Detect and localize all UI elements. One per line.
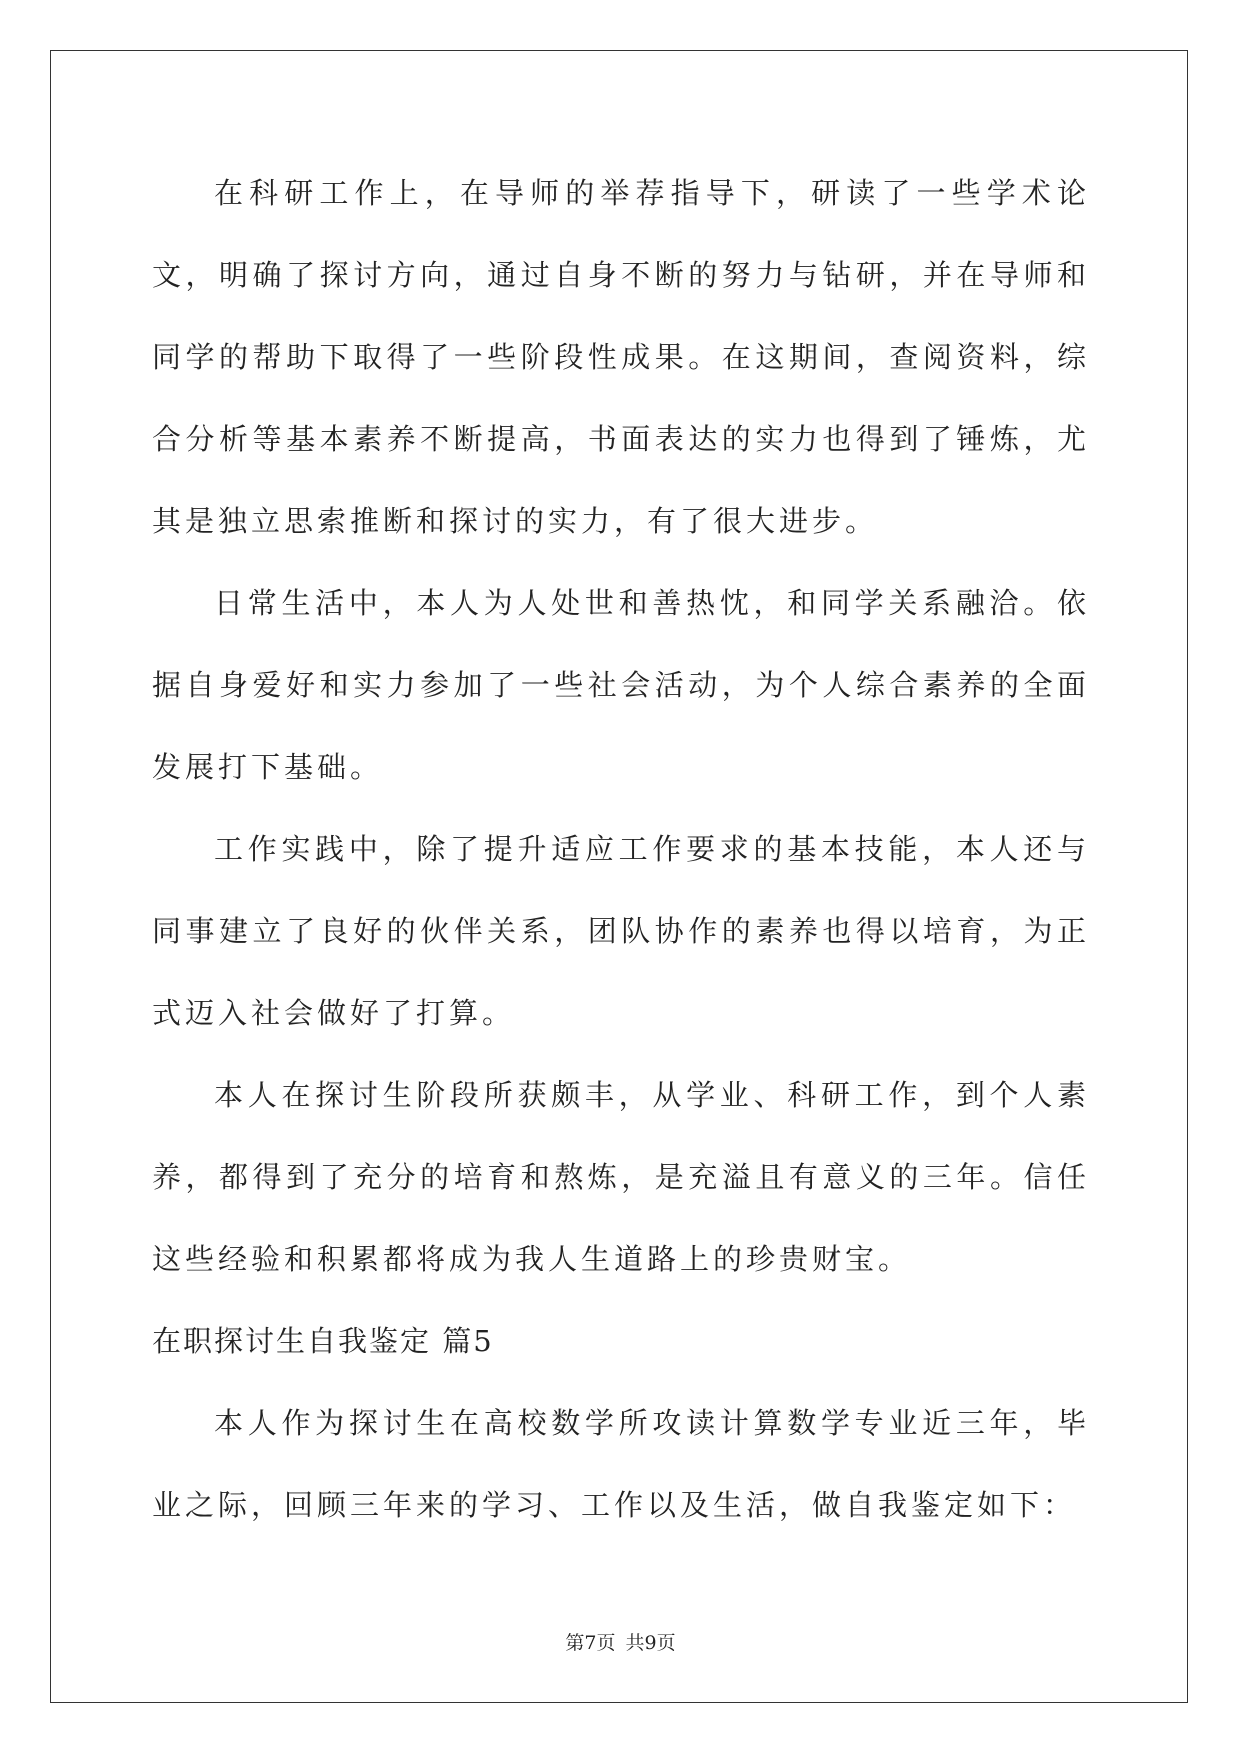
page-total: 共9页 xyxy=(625,1632,676,1654)
paragraph-summary: 本人在探讨生阶段所获颇丰，从学业、科研工作，到个人素养，都得到了充分的培育和熬炼，是充溢且有意义的三年。信任这些经验和积累都将成为我人生道路上的珍贵财宝。 xyxy=(152,1078,1090,1276)
paragraph-research: 在科研工作上，在导师的举荐指导下，研读了一些学术论文，明确了探讨方向，通过自身不断的努力与钻研，并在导师和同学的帮助下取得了一些阶段性成果。在这期间，查阅资料，综合分析等基本素养不断提高，书面表达的实力也得到了锤炼，尤其是独立思索推断和探讨的实力，有了很大进步。 xyxy=(152,176,1090,538)
page-footer xyxy=(0,1628,1241,1655)
paragraph-daily-life: 日常生活中，本人为人处世和善热忱，和同学关系融洽。依据自身爱好和实力参加了一些社会活动，为个人综合素养的全面发展打下基础。 xyxy=(152,586,1090,784)
section-heading: 在职探讨生自我鉴定 篇5 xyxy=(152,1324,494,1358)
paragraph-intro: 本人作为探讨生在高校数学所攻读计算数学专业近三年，毕业之际，回顾三年来的学习、工作以及生活，做自我鉴定如下： xyxy=(152,1406,1090,1522)
document-body xyxy=(152,152,1090,1546)
page-number: 第7页 xyxy=(565,1632,616,1654)
paragraph-work-practice: 工作实践中，除了提升适应工作要求的基本技能，本人还与同事建立了良好的伙伴关系，团队协作的素养也得以培育，为正式迈入社会做好了打算。 xyxy=(152,832,1090,1030)
